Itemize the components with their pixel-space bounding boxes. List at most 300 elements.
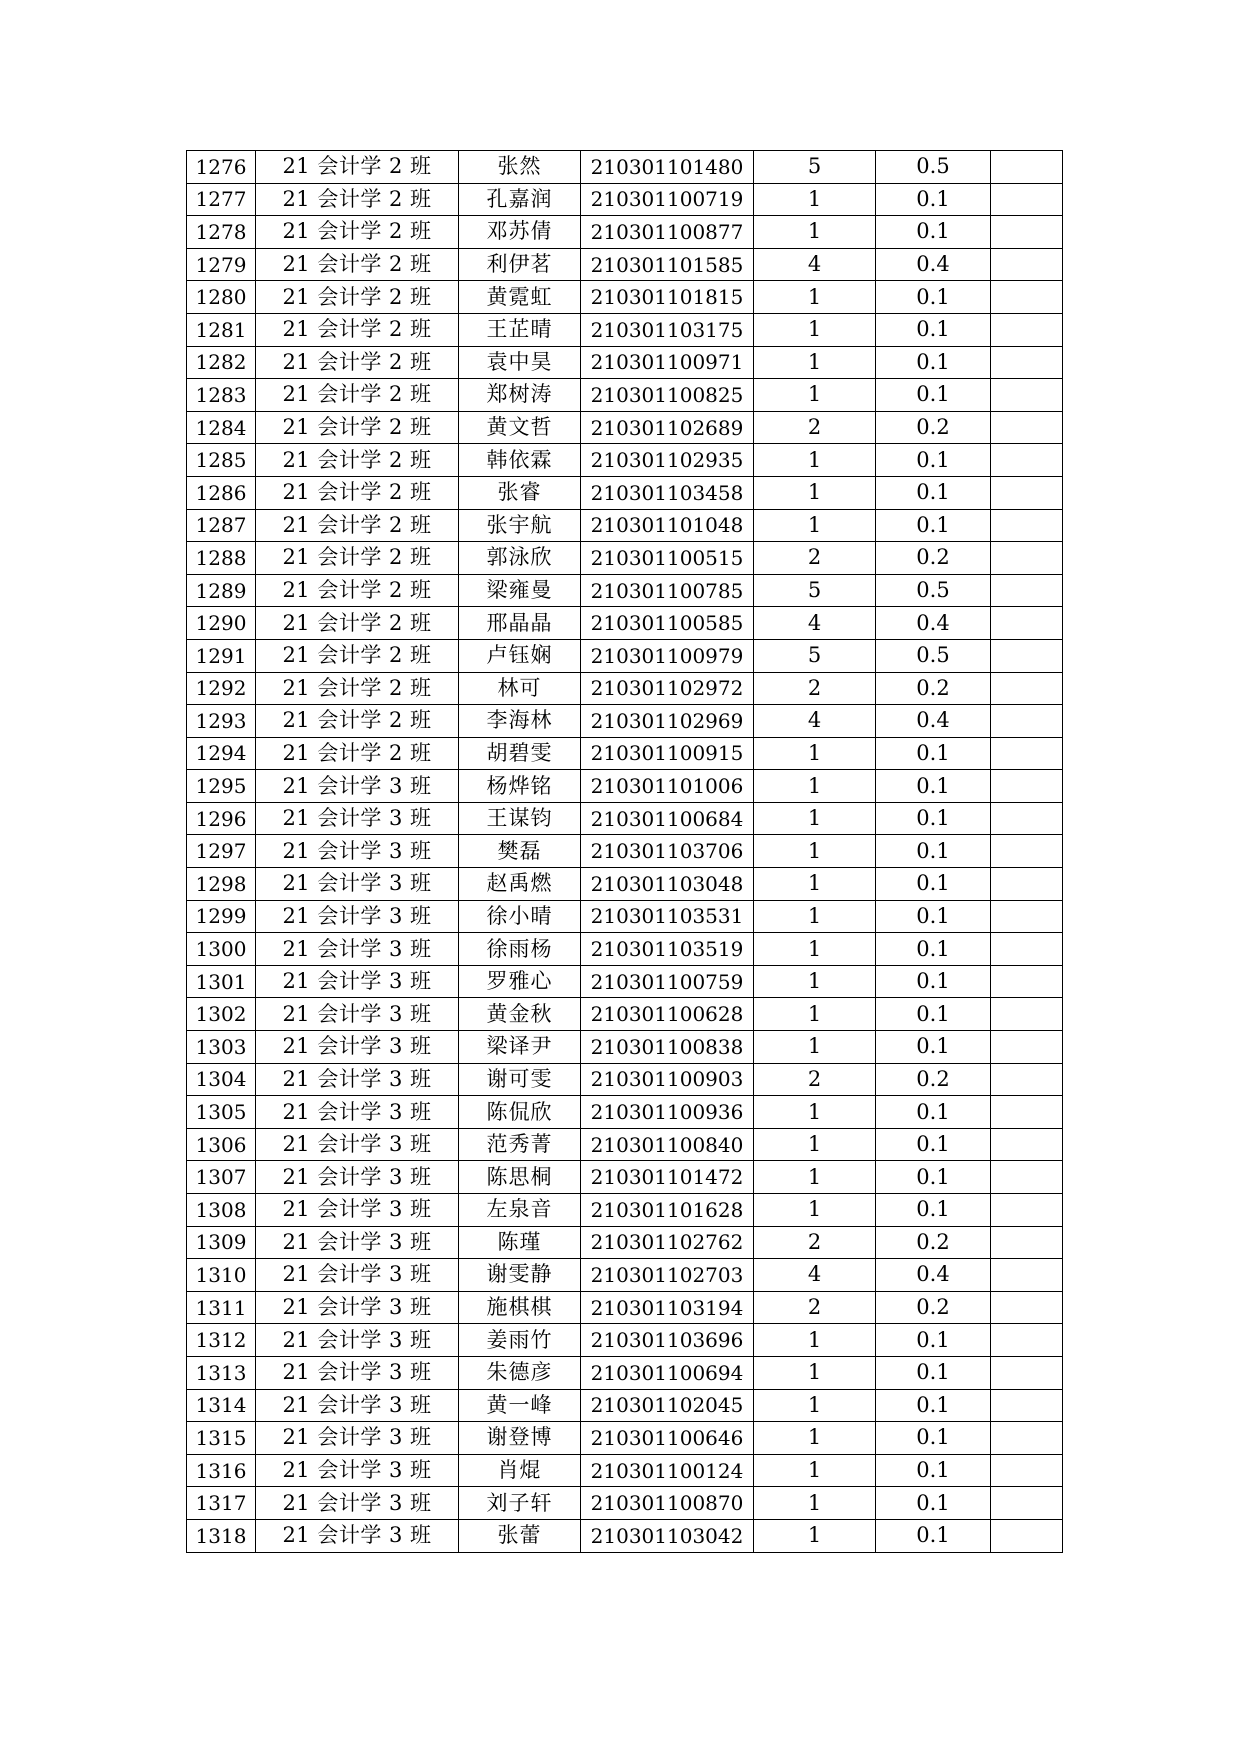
student-id-cell: 210301100515 [581, 542, 754, 575]
row-number-cell: 1314 [187, 1389, 256, 1422]
note-cell [991, 1291, 1063, 1324]
note-cell [991, 639, 1063, 672]
class-cell: 21 会计学 3 班 [256, 1519, 459, 1552]
note-cell [991, 1422, 1063, 1455]
student-id-cell: 210301100124 [581, 1454, 754, 1487]
student-name-cell: 肖焜 [459, 1454, 581, 1487]
student-id-cell: 210301103194 [581, 1291, 754, 1324]
student-id-cell: 210301102045 [581, 1389, 754, 1422]
class-cell: 21 会计学 2 班 [256, 476, 459, 509]
count-cell: 1 [754, 281, 876, 314]
row-number-cell: 1309 [187, 1226, 256, 1259]
row-number-cell: 1288 [187, 542, 256, 575]
row-number-cell: 1315 [187, 1422, 256, 1455]
student-id-cell: 210301103696 [581, 1324, 754, 1357]
student-id-cell: 210301103531 [581, 900, 754, 933]
student-id-cell: 210301101048 [581, 509, 754, 542]
student-name-cell: 朱德彦 [459, 1356, 581, 1389]
note-cell [991, 1519, 1063, 1552]
table-row [187, 835, 1063, 868]
count-cell: 1 [754, 835, 876, 868]
count-cell: 1 [754, 1161, 876, 1194]
table-row [187, 1422, 1063, 1455]
row-number-cell: 1295 [187, 770, 256, 803]
note-cell [991, 542, 1063, 575]
count-cell: 5 [754, 574, 876, 607]
count-cell: 1 [754, 1422, 876, 1455]
note-cell [991, 1454, 1063, 1487]
student-id-cell: 210301102969 [581, 705, 754, 738]
student-name-cell: 卢钰娴 [459, 639, 581, 672]
note-cell [991, 835, 1063, 868]
student-name-cell: 刘子轩 [459, 1487, 581, 1520]
count-cell: 1 [754, 379, 876, 412]
score-cell: 0.1 [876, 965, 991, 998]
class-cell: 21 会计学 3 班 [256, 1454, 459, 1487]
score-cell: 0.1 [876, 1031, 991, 1064]
class-cell: 21 会计学 3 班 [256, 835, 459, 868]
score-cell: 0.2 [876, 411, 991, 444]
table-row [187, 1389, 1063, 1422]
class-cell: 21 会计学 3 班 [256, 1487, 459, 1520]
note-cell [991, 998, 1063, 1031]
row-number-cell: 1283 [187, 379, 256, 412]
row-number-cell: 1284 [187, 411, 256, 444]
score-cell: 0.1 [876, 802, 991, 835]
row-number-cell: 1285 [187, 444, 256, 477]
count-cell: 4 [754, 248, 876, 281]
count-cell: 1 [754, 868, 876, 901]
table-row [187, 1291, 1063, 1324]
table-row [187, 737, 1063, 770]
class-cell: 21 会计学 3 班 [256, 1096, 459, 1129]
row-number-cell: 1300 [187, 933, 256, 966]
score-cell: 0.1 [876, 476, 991, 509]
student-name-cell: 黄文哲 [459, 411, 581, 444]
student-name-cell: 王芷晴 [459, 313, 581, 346]
score-cell: 0.1 [876, 1194, 991, 1227]
score-cell: 0.5 [876, 574, 991, 607]
student-name-cell: 陈侃欣 [459, 1096, 581, 1129]
student-name-cell: 张宇航 [459, 509, 581, 542]
class-cell: 21 会计学 2 班 [256, 705, 459, 738]
row-number-cell: 1304 [187, 1063, 256, 1096]
table-row [187, 607, 1063, 640]
table-row [187, 705, 1063, 738]
table-row [187, 1519, 1063, 1552]
note-cell [991, 281, 1063, 314]
class-cell: 21 会计学 3 班 [256, 1161, 459, 1194]
note-cell [991, 868, 1063, 901]
student-id-cell: 210301101006 [581, 770, 754, 803]
count-cell: 4 [754, 1259, 876, 1292]
note-cell [991, 1096, 1063, 1129]
count-cell: 1 [754, 1194, 876, 1227]
table-row [187, 1031, 1063, 1064]
student-name-cell: 施棋棋 [459, 1291, 581, 1324]
student-id-cell: 210301100971 [581, 346, 754, 379]
row-number-cell: 1293 [187, 705, 256, 738]
student-id-cell: 210301100840 [581, 1128, 754, 1161]
class-cell: 21 会计学 3 班 [256, 868, 459, 901]
score-cell: 0.1 [876, 444, 991, 477]
student-name-cell: 郑树涛 [459, 379, 581, 412]
student-id-cell: 210301101480 [581, 151, 754, 184]
table-row [187, 1454, 1063, 1487]
student-name-cell: 谢雯静 [459, 1259, 581, 1292]
table-row [187, 411, 1063, 444]
row-number-cell: 1287 [187, 509, 256, 542]
row-number-cell: 1317 [187, 1487, 256, 1520]
row-number-cell: 1276 [187, 151, 256, 184]
score-cell: 0.1 [876, 1161, 991, 1194]
student-name-cell: 梁雍曼 [459, 574, 581, 607]
row-number-cell: 1308 [187, 1194, 256, 1227]
count-cell: 1 [754, 1096, 876, 1129]
row-number-cell: 1282 [187, 346, 256, 379]
count-cell: 1 [754, 346, 876, 379]
note-cell [991, 737, 1063, 770]
score-cell: 0.1 [876, 1454, 991, 1487]
table-row [187, 933, 1063, 966]
student-id-cell: 210301100903 [581, 1063, 754, 1096]
row-number-cell: 1307 [187, 1161, 256, 1194]
table-row [187, 379, 1063, 412]
score-cell: 0.2 [876, 1226, 991, 1259]
note-cell [991, 476, 1063, 509]
row-number-cell: 1281 [187, 313, 256, 346]
note-cell [991, 672, 1063, 705]
table-row [187, 444, 1063, 477]
count-cell: 1 [754, 1487, 876, 1520]
score-cell: 0.1 [876, 1422, 991, 1455]
student-id-cell: 210301101628 [581, 1194, 754, 1227]
table-row [187, 476, 1063, 509]
student-id-cell: 210301100684 [581, 802, 754, 835]
count-cell: 1 [754, 216, 876, 249]
student-name-cell: 徐雨杨 [459, 933, 581, 966]
note-cell [991, 933, 1063, 966]
row-number-cell: 1277 [187, 183, 256, 216]
note-cell [991, 151, 1063, 184]
table-row [187, 216, 1063, 249]
class-cell: 21 会计学 3 班 [256, 1194, 459, 1227]
row-number-cell: 1306 [187, 1128, 256, 1161]
row-number-cell: 1291 [187, 639, 256, 672]
student-id-cell: 210301100915 [581, 737, 754, 770]
class-cell: 21 会计学 3 班 [256, 1356, 459, 1389]
count-cell: 1 [754, 1519, 876, 1552]
note-cell [991, 607, 1063, 640]
student-id-cell: 210301100838 [581, 1031, 754, 1064]
class-cell: 21 会计学 3 班 [256, 770, 459, 803]
row-number-cell: 1298 [187, 868, 256, 901]
table-row [187, 1161, 1063, 1194]
table-row [187, 1096, 1063, 1129]
table-row [187, 802, 1063, 835]
note-cell [991, 1161, 1063, 1194]
student-id-cell: 210301101585 [581, 248, 754, 281]
score-cell: 0.1 [876, 1356, 991, 1389]
class-cell: 21 会计学 2 班 [256, 607, 459, 640]
student-id-cell: 210301100585 [581, 607, 754, 640]
table-row [187, 965, 1063, 998]
class-cell: 21 会计学 2 班 [256, 574, 459, 607]
count-cell: 1 [754, 737, 876, 770]
note-cell [991, 1226, 1063, 1259]
class-cell: 21 会计学 2 班 [256, 411, 459, 444]
row-number-cell: 1310 [187, 1259, 256, 1292]
student-id-cell: 210301100825 [581, 379, 754, 412]
score-cell: 0.1 [876, 1096, 991, 1129]
note-cell [991, 965, 1063, 998]
note-cell [991, 1389, 1063, 1422]
note-cell [991, 313, 1063, 346]
table-row [187, 1226, 1063, 1259]
score-cell: 0.2 [876, 1063, 991, 1096]
score-cell: 0.4 [876, 248, 991, 281]
student-name-cell: 罗雅心 [459, 965, 581, 998]
row-number-cell: 1294 [187, 737, 256, 770]
count-cell: 2 [754, 411, 876, 444]
score-cell: 0.1 [876, 1324, 991, 1357]
class-cell: 21 会计学 3 班 [256, 1031, 459, 1064]
table-row [187, 183, 1063, 216]
student-name-cell: 王谋钧 [459, 802, 581, 835]
student-name-cell: 陈思桐 [459, 1161, 581, 1194]
note-cell [991, 346, 1063, 379]
row-number-cell: 1316 [187, 1454, 256, 1487]
class-cell: 21 会计学 2 班 [256, 248, 459, 281]
score-cell: 0.1 [876, 1519, 991, 1552]
student-id-cell: 210301100759 [581, 965, 754, 998]
class-cell: 21 会计学 2 班 [256, 183, 459, 216]
row-number-cell: 1279 [187, 248, 256, 281]
table-row [187, 313, 1063, 346]
student-id-cell: 210301102762 [581, 1226, 754, 1259]
table-row [187, 151, 1063, 184]
table-row [187, 639, 1063, 672]
student-id-cell: 210301102935 [581, 444, 754, 477]
student-id-cell: 210301100628 [581, 998, 754, 1031]
row-number-cell: 1301 [187, 965, 256, 998]
class-cell: 21 会计学 3 班 [256, 1422, 459, 1455]
note-cell [991, 1128, 1063, 1161]
student-id-cell: 210301102703 [581, 1259, 754, 1292]
count-cell: 1 [754, 183, 876, 216]
row-number-cell: 1313 [187, 1356, 256, 1389]
row-number-cell: 1289 [187, 574, 256, 607]
table-row [187, 574, 1063, 607]
score-cell: 0.5 [876, 151, 991, 184]
count-cell: 1 [754, 900, 876, 933]
student-id-cell: 210301100870 [581, 1487, 754, 1520]
student-name-cell: 张然 [459, 151, 581, 184]
class-cell: 21 会计学 3 班 [256, 1259, 459, 1292]
row-number-cell: 1311 [187, 1291, 256, 1324]
row-number-cell: 1302 [187, 998, 256, 1031]
student-id-cell: 210301103706 [581, 835, 754, 868]
score-cell: 0.5 [876, 639, 991, 672]
note-cell [991, 1063, 1063, 1096]
count-cell: 1 [754, 1128, 876, 1161]
count-cell: 1 [754, 1356, 876, 1389]
student-name-cell: 孔嘉润 [459, 183, 581, 216]
score-cell: 0.1 [876, 933, 991, 966]
score-cell: 0.2 [876, 1291, 991, 1324]
student-name-cell: 韩依霖 [459, 444, 581, 477]
student-name-cell: 谢登博 [459, 1422, 581, 1455]
student-id-cell: 210301100646 [581, 1422, 754, 1455]
student-name-cell: 利伊茗 [459, 248, 581, 281]
table-row [187, 1194, 1063, 1227]
table-row [187, 1324, 1063, 1357]
count-cell: 2 [754, 1291, 876, 1324]
score-cell: 0.1 [876, 998, 991, 1031]
note-cell [991, 411, 1063, 444]
score-cell: 0.1 [876, 1487, 991, 1520]
score-cell: 0.4 [876, 1259, 991, 1292]
class-cell: 21 会计学 2 班 [256, 672, 459, 705]
student-name-cell: 黄金秋 [459, 998, 581, 1031]
class-cell: 21 会计学 3 班 [256, 1226, 459, 1259]
count-cell: 1 [754, 1031, 876, 1064]
note-cell [991, 248, 1063, 281]
class-cell: 21 会计学 2 班 [256, 509, 459, 542]
class-cell: 21 会计学 3 班 [256, 965, 459, 998]
table-row [187, 1259, 1063, 1292]
student-name-cell: 郭泳欣 [459, 542, 581, 575]
score-cell: 0.1 [876, 183, 991, 216]
score-cell: 0.1 [876, 379, 991, 412]
row-number-cell: 1297 [187, 835, 256, 868]
table-row [187, 998, 1063, 1031]
row-number-cell: 1280 [187, 281, 256, 314]
count-cell: 2 [754, 542, 876, 575]
student-name-cell: 林可 [459, 672, 581, 705]
student-id-cell: 210301103458 [581, 476, 754, 509]
student-id-cell: 210301100785 [581, 574, 754, 607]
student-name-cell: 谢可雯 [459, 1063, 581, 1096]
student-name-cell: 张蕾 [459, 1519, 581, 1552]
student-id-cell: 210301101815 [581, 281, 754, 314]
count-cell: 2 [754, 1063, 876, 1096]
student-id-cell: 210301100979 [581, 639, 754, 672]
note-cell [991, 379, 1063, 412]
count-cell: 1 [754, 1454, 876, 1487]
count-cell: 5 [754, 639, 876, 672]
row-number-cell: 1318 [187, 1519, 256, 1552]
table-row [187, 542, 1063, 575]
note-cell [991, 1031, 1063, 1064]
roster-table [186, 150, 1063, 1553]
score-cell: 0.1 [876, 737, 991, 770]
student-name-cell: 徐小晴 [459, 900, 581, 933]
class-cell: 21 会计学 2 班 [256, 639, 459, 672]
student-id-cell: 210301103175 [581, 313, 754, 346]
score-cell: 0.2 [876, 542, 991, 575]
class-cell: 21 会计学 3 班 [256, 900, 459, 933]
student-id-cell: 210301100719 [581, 183, 754, 216]
count-cell: 2 [754, 1226, 876, 1259]
row-number-cell: 1299 [187, 900, 256, 933]
student-name-cell: 邢晶晶 [459, 607, 581, 640]
score-cell: 0.1 [876, 346, 991, 379]
row-number-cell: 1296 [187, 802, 256, 835]
count-cell: 1 [754, 313, 876, 346]
note-cell [991, 183, 1063, 216]
student-id-cell: 210301103048 [581, 868, 754, 901]
student-id-cell: 210301100694 [581, 1356, 754, 1389]
class-cell: 21 会计学 2 班 [256, 444, 459, 477]
table-row [187, 1063, 1063, 1096]
table-row [187, 672, 1063, 705]
student-name-cell: 樊磊 [459, 835, 581, 868]
note-cell [991, 900, 1063, 933]
row-number-cell: 1292 [187, 672, 256, 705]
class-cell: 21 会计学 2 班 [256, 281, 459, 314]
class-cell: 21 会计学 2 班 [256, 151, 459, 184]
count-cell: 1 [754, 1389, 876, 1422]
count-cell: 4 [754, 607, 876, 640]
table-row [187, 900, 1063, 933]
row-number-cell: 1312 [187, 1324, 256, 1357]
row-number-cell: 1305 [187, 1096, 256, 1129]
count-cell: 1 [754, 998, 876, 1031]
student-name-cell: 陈瑾 [459, 1226, 581, 1259]
count-cell: 1 [754, 444, 876, 477]
table-row [187, 1128, 1063, 1161]
row-number-cell: 1303 [187, 1031, 256, 1064]
student-id-cell: 210301103519 [581, 933, 754, 966]
note-cell [991, 509, 1063, 542]
note-cell [991, 1487, 1063, 1520]
score-cell: 0.1 [876, 313, 991, 346]
note-cell [991, 802, 1063, 835]
student-id-cell: 210301101472 [581, 1161, 754, 1194]
count-cell: 1 [754, 933, 876, 966]
class-cell: 21 会计学 3 班 [256, 1128, 459, 1161]
student-name-cell: 姜雨竹 [459, 1324, 581, 1357]
class-cell: 21 会计学 3 班 [256, 1389, 459, 1422]
student-id-cell: 210301100936 [581, 1096, 754, 1129]
row-number-cell: 1286 [187, 476, 256, 509]
class-cell: 21 会计学 3 班 [256, 1324, 459, 1357]
note-cell [991, 1259, 1063, 1292]
student-name-cell: 胡碧雯 [459, 737, 581, 770]
student-name-cell: 范秀菁 [459, 1128, 581, 1161]
class-cell: 21 会计学 3 班 [256, 1291, 459, 1324]
class-cell: 21 会计学 2 班 [256, 737, 459, 770]
class-cell: 21 会计学 2 班 [256, 313, 459, 346]
student-name-cell: 梁译尹 [459, 1031, 581, 1064]
student-name-cell: 杨烨铭 [459, 770, 581, 803]
count-cell: 2 [754, 672, 876, 705]
count-cell: 4 [754, 705, 876, 738]
count-cell: 1 [754, 770, 876, 803]
note-cell [991, 1356, 1063, 1389]
table-row [187, 868, 1063, 901]
class-cell: 21 会计学 2 班 [256, 542, 459, 575]
student-name-cell: 左泉音 [459, 1194, 581, 1227]
score-cell: 0.1 [876, 281, 991, 314]
class-cell: 21 会计学 2 班 [256, 346, 459, 379]
student-id-cell: 210301100877 [581, 216, 754, 249]
score-cell: 0.2 [876, 672, 991, 705]
student-name-cell: 黄霓虹 [459, 281, 581, 314]
table-row [187, 281, 1063, 314]
score-cell: 0.1 [876, 216, 991, 249]
